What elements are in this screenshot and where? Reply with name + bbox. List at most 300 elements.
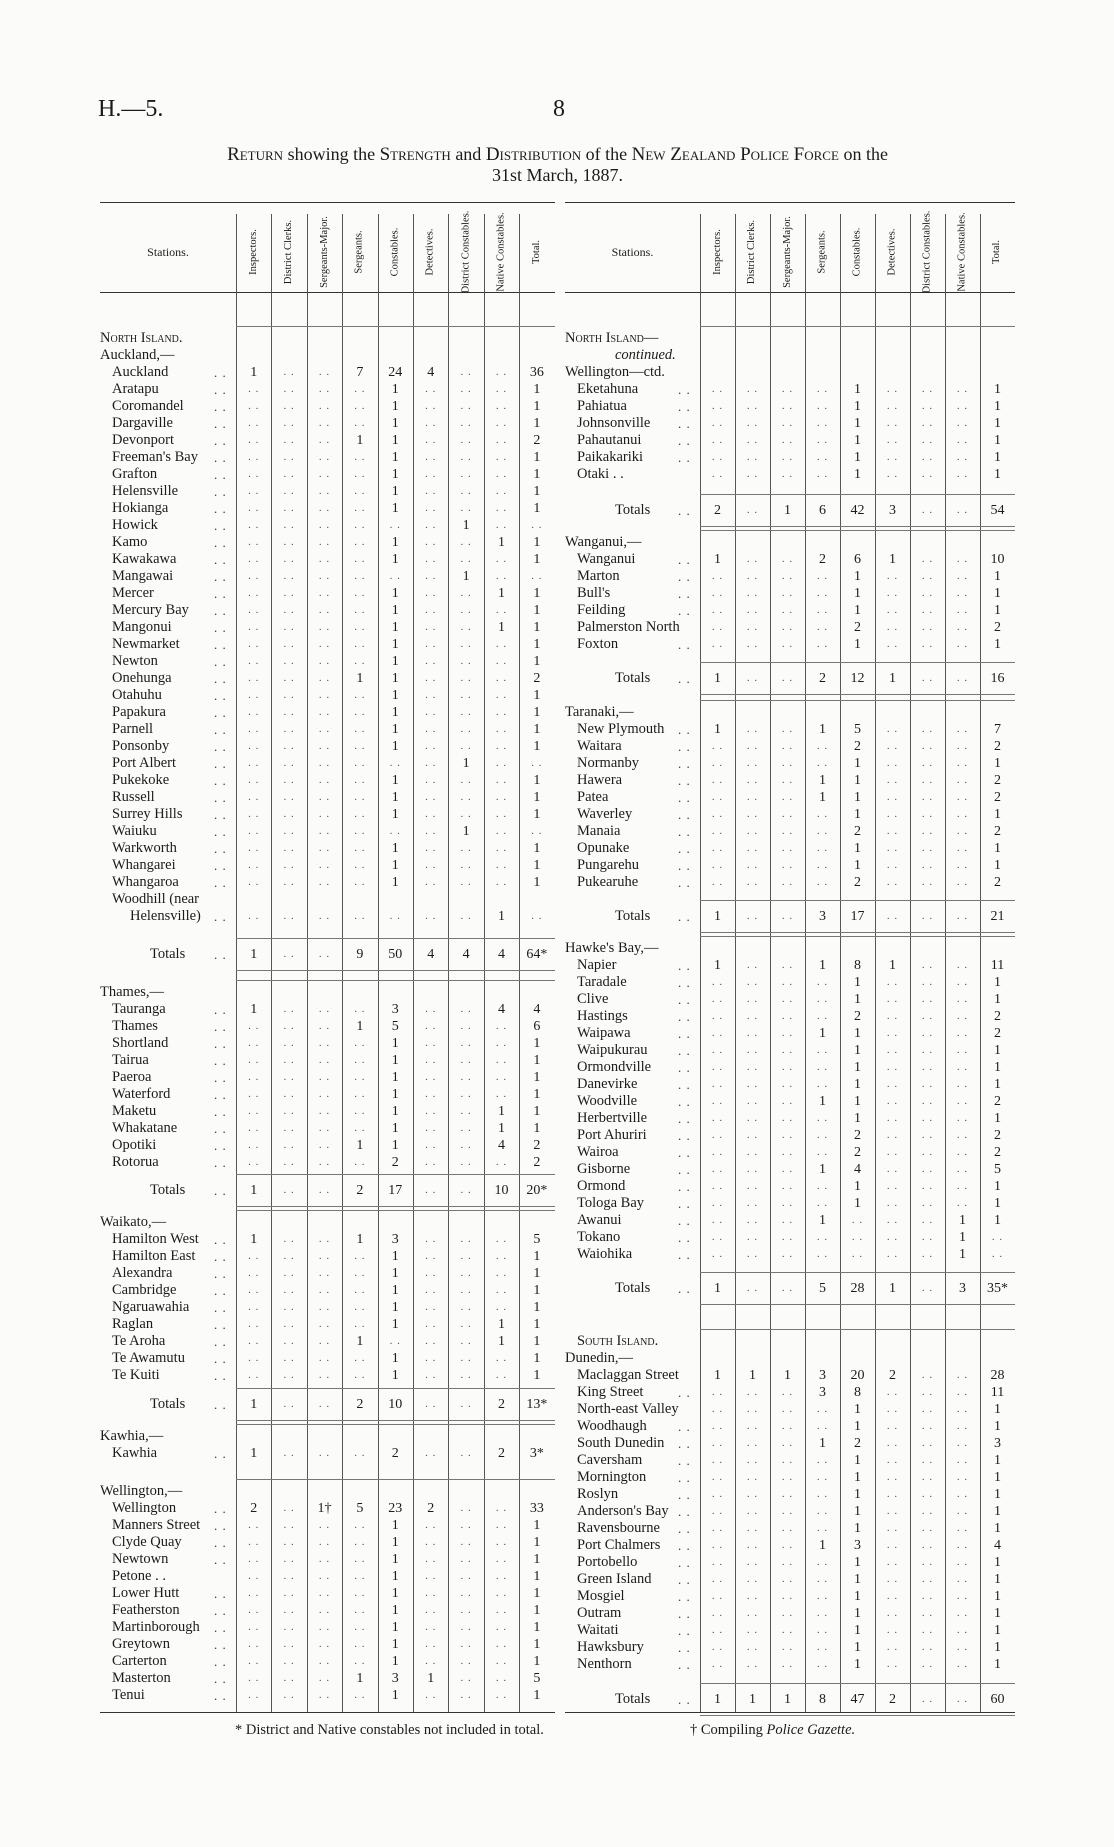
cell-value: 1: [356, 1671, 364, 1686]
station-name: Port Chalmers: [577, 1537, 661, 1553]
leader-dots: . .: [678, 1247, 691, 1262]
table-row: [565, 398, 1015, 415]
cell-value: . .: [283, 1502, 295, 1514]
cell-value: . .: [781, 1658, 794, 1670]
cell-value: . .: [711, 1248, 724, 1260]
cell-value: 36: [529, 365, 544, 380]
cell-value: 1: [250, 365, 258, 380]
cell-value: 1: [462, 569, 470, 584]
cell-value: . .: [460, 1621, 472, 1633]
cell-value: 8: [854, 1385, 861, 1400]
station-name: Manaia: [577, 823, 621, 839]
cell-value: . .: [956, 383, 969, 395]
cell-value: . .: [283, 1284, 295, 1296]
table-row: [100, 1120, 555, 1137]
column-header-label: Inspectors.: [247, 229, 259, 275]
cell-value: 12: [850, 671, 865, 686]
cell-value: 1: [889, 671, 896, 686]
cell-value: . .: [318, 383, 331, 395]
cell-value: 3: [994, 1436, 1001, 1451]
cell-value: . .: [354, 1655, 366, 1667]
cell-value: 2: [994, 1128, 1001, 1143]
cell-value: 1: [994, 992, 1001, 1007]
table-row: [565, 1212, 1015, 1229]
cell-value: 33: [529, 1501, 544, 1516]
cell-value: . .: [425, 1054, 437, 1066]
cell-value: . .: [283, 1655, 295, 1667]
cell-value: . .: [460, 1335, 472, 1347]
title-word: Distribution: [485, 144, 582, 165]
cell-value: . .: [781, 859, 794, 871]
cell-value: 1: [819, 1026, 826, 1041]
cell-value: . .: [746, 1658, 759, 1670]
totals-row: [565, 1691, 1015, 1708]
cell-value: 1: [391, 620, 399, 635]
cell-value: . .: [711, 1027, 724, 1039]
cell-value: . .: [318, 621, 331, 633]
cell-value: 2: [854, 824, 861, 839]
cell-value: . .: [495, 808, 508, 820]
cell-value: . .: [495, 1301, 508, 1313]
cell-value: . .: [460, 1536, 472, 1548]
cell-value: . .: [781, 1556, 794, 1568]
cell-value: . .: [746, 383, 759, 395]
table-row: [565, 1042, 1015, 1059]
cell-value: 1: [391, 671, 399, 686]
cell-value: . .: [248, 638, 260, 650]
cell-value: . .: [354, 910, 366, 922]
cell-value: . .: [248, 1536, 260, 1548]
cell-value: . .: [460, 451, 472, 463]
cell-value: . .: [886, 1522, 899, 1534]
cell-value: 1: [497, 586, 505, 601]
cell-value: . .: [711, 1454, 724, 1466]
table-row: [565, 772, 1015, 789]
leader-dots: . .: [214, 382, 227, 397]
station-name: Helensville: [112, 483, 179, 499]
table-row: [565, 466, 1015, 483]
table-row: [100, 1517, 555, 1534]
cell-value: . .: [460, 553, 472, 565]
cell-value: . .: [886, 400, 899, 412]
cell-value: . .: [956, 604, 969, 616]
cell-value: 1: [391, 552, 399, 567]
cell-value: 2: [994, 1009, 1001, 1024]
cell-value: . .: [495, 570, 508, 582]
leader-dots: . .: [214, 637, 227, 652]
cell-value: . .: [956, 774, 969, 786]
cell-value: . .: [746, 1044, 759, 1056]
cell-value: . .: [460, 1105, 472, 1117]
cell-value: . .: [354, 774, 366, 786]
cell-value: . .: [886, 1010, 899, 1022]
cell-value: . .: [495, 1088, 508, 1100]
station-name: Waipukurau: [577, 1042, 648, 1058]
title-word: of the: [581, 144, 632, 164]
cell-value: . .: [354, 468, 366, 480]
cell-value: . .: [248, 502, 260, 514]
cell-value: . .: [921, 1624, 934, 1636]
cell-value: 1: [994, 807, 1001, 822]
cell-value: . .: [318, 1105, 331, 1117]
cell-value: . .: [283, 1352, 295, 1364]
leader-dots: . .: [678, 756, 691, 771]
column-header: [910, 210, 945, 294]
cell-value: . .: [886, 740, 899, 752]
cell-value: 8: [819, 1692, 826, 1707]
station-name: Eketahuna: [577, 381, 639, 397]
cell-value: . .: [956, 1488, 969, 1500]
cell-value: . .: [460, 740, 472, 752]
cell-value: 2: [391, 1155, 399, 1170]
cell-value: . .: [495, 689, 508, 701]
table-row: [100, 704, 555, 721]
station-name: Raglan: [112, 1316, 154, 1332]
column-header-label: Native Constables.: [495, 212, 507, 292]
leader-dots: . .: [214, 569, 227, 584]
cell-value: . .: [781, 993, 794, 1005]
cell-value: . .: [921, 1454, 934, 1466]
cell-value: . .: [956, 723, 969, 735]
leader-dots: . .: [214, 1368, 227, 1383]
leader-dots: . .: [678, 1009, 691, 1024]
cell-value: . .: [425, 791, 437, 803]
cell-value: . .: [921, 1539, 934, 1551]
cell-value: . .: [354, 723, 366, 735]
cell-value: 3: [819, 1368, 826, 1383]
table-row: [565, 957, 1015, 974]
cell-value: . .: [956, 504, 969, 516]
cell-value: . .: [921, 1420, 934, 1432]
cell-value: 2: [391, 1446, 399, 1461]
cell-value: 2: [714, 503, 721, 518]
cell-value: 2: [994, 1026, 1001, 1041]
cell-value: . .: [354, 1267, 366, 1279]
cell-value: . .: [283, 1020, 295, 1032]
cell-value: . .: [425, 1570, 437, 1582]
table-row: [565, 1384, 1015, 1401]
station-name: Maclaggan Street: [577, 1367, 679, 1383]
footnote-text: † Compiling: [690, 1722, 767, 1738]
cell-value: . .: [711, 400, 724, 412]
cell-value: . .: [495, 740, 508, 752]
station-name: Napier: [577, 957, 617, 973]
cell-value: . .: [283, 1621, 295, 1633]
column-header-label: Total.: [991, 239, 1003, 265]
leader-dots: . .: [214, 688, 227, 703]
table-row: [100, 1687, 555, 1704]
group-heading-row: [100, 330, 555, 347]
leader-dots: . .: [678, 1060, 691, 1075]
cell-value: . .: [425, 553, 437, 565]
cell-value: . .: [495, 655, 508, 667]
cell-value: 1: [994, 756, 1001, 771]
cell-value: . .: [248, 1352, 260, 1364]
cell-value: . .: [816, 451, 829, 463]
cell-value: 1: [819, 958, 826, 973]
cell-value: 1: [994, 1589, 1001, 1604]
leader-dots: . .: [678, 722, 691, 737]
cell-value: . .: [746, 1607, 759, 1619]
column-header-label: Inspectors.: [711, 229, 723, 275]
cell-value: . .: [318, 1553, 331, 1565]
cell-value: . .: [283, 910, 295, 922]
cell-value: . .: [425, 1621, 437, 1633]
cell-value: . .: [956, 808, 969, 820]
totals-divider: [236, 1174, 555, 1175]
cell-value: . .: [354, 570, 366, 582]
leader-dots: . .: [214, 1249, 227, 1264]
cell-value: 1: [391, 1620, 399, 1635]
cell-value: . .: [816, 1454, 829, 1466]
cell-value: 1: [854, 382, 861, 397]
cell-value: 1: [854, 637, 861, 652]
station-name: Clyde Quay: [112, 1534, 182, 1550]
cell-value: . .: [746, 723, 759, 735]
cell-value: . .: [956, 1590, 969, 1602]
leader-dots: . .: [678, 1094, 691, 1109]
cell-value: . .: [711, 842, 724, 854]
leader-dots: . .: [214, 739, 227, 754]
cell-value: . .: [425, 1519, 437, 1531]
cell-value: . .: [318, 1233, 331, 1245]
cell-value: . .: [460, 1301, 472, 1313]
section-divider: [700, 530, 1015, 531]
cell-value: 1: [819, 1162, 826, 1177]
cell-value: 1: [994, 1077, 1001, 1092]
cell-value: 1: [391, 501, 399, 516]
column-header: [735, 214, 770, 290]
cell-value: . .: [781, 1488, 794, 1500]
leader-dots: . .: [678, 1077, 691, 1092]
station-name: Carterton: [112, 1653, 167, 1669]
cell-value: 2: [854, 739, 861, 754]
column-header-label: Stations.: [147, 245, 189, 259]
cell-value: . .: [956, 1197, 969, 1209]
station-name: Portobello: [577, 1554, 638, 1570]
cell-value: . .: [460, 808, 472, 820]
cell-value: . .: [425, 1352, 437, 1364]
cell-value: . .: [746, 1386, 759, 1398]
cell-value: . .: [746, 621, 759, 633]
cell-value: . .: [354, 400, 366, 412]
cell-value: 4: [854, 1162, 861, 1177]
cell-value: . .: [354, 706, 366, 718]
cell-value: . .: [711, 1556, 724, 1568]
cell-value: 2: [250, 1501, 258, 1516]
cell-value: . .: [956, 876, 969, 888]
cell-value: . .: [283, 1536, 295, 1548]
cell-value: 2: [356, 1183, 364, 1198]
station-name: Helensville): [130, 908, 201, 924]
cell-value: . .: [354, 1369, 366, 1381]
cell-value: 50: [388, 947, 403, 962]
cell-value: . .: [318, 570, 331, 582]
cell-value: . .: [921, 1386, 934, 1398]
cell-value: . .: [283, 1250, 295, 1262]
cell-value: . .: [248, 383, 260, 395]
cell-value: . .: [921, 808, 934, 820]
leader-dots: . .: [214, 1637, 227, 1652]
cell-value: 1: [391, 1552, 399, 1567]
station-name: South Island.: [577, 1333, 659, 1349]
cell-value: . .: [711, 1658, 724, 1670]
cell-value: . .: [318, 1184, 331, 1196]
cell-value: . .: [354, 1570, 366, 1582]
cell-value: 28: [850, 1281, 865, 1296]
leader-dots: . .: [214, 1283, 227, 1298]
cell-value: . .: [991, 1248, 1004, 1260]
cell-value: 1: [994, 1606, 1001, 1621]
cell-value: . .: [816, 1146, 829, 1158]
cell-value: . .: [711, 791, 724, 803]
section-divider: [236, 1210, 555, 1211]
cell-value: . .: [711, 1488, 724, 1500]
cell-value: 1: [391, 535, 399, 550]
cell-value: 1: [533, 382, 541, 397]
station-name: Hamilton East: [112, 1248, 196, 1264]
station-name: Hastings: [577, 1008, 628, 1024]
cell-value: 5: [854, 722, 861, 737]
cell-value: . .: [781, 1146, 794, 1158]
totals-divider: [700, 526, 1015, 527]
cell-value: . .: [921, 570, 934, 582]
cell-value: . .: [921, 959, 934, 971]
cell-value: . .: [886, 808, 899, 820]
cell-value: 4: [427, 365, 435, 380]
station-name: Pukearuhe: [577, 874, 639, 890]
cell-value: . .: [425, 876, 437, 888]
cell-value: . .: [816, 1044, 829, 1056]
leader-dots: . .: [214, 1446, 227, 1461]
cell-value: 1: [533, 1334, 541, 1349]
cell-value: . .: [354, 1536, 366, 1548]
cell-value: . .: [781, 1454, 794, 1466]
column-header-label: District Constables.: [460, 210, 472, 294]
cell-value: 1: [533, 399, 541, 414]
cell-value: 21: [990, 909, 1005, 924]
cell-value: 1: [497, 1334, 505, 1349]
cell-value: 1: [994, 382, 1001, 397]
column-header-label: Constables.: [851, 227, 863, 277]
totals-row: [565, 502, 1015, 519]
leader-dots: . .: [678, 1111, 691, 1126]
cell-value: 5: [356, 1501, 364, 1516]
leader-dots: . .: [214, 433, 227, 448]
cell-value: . .: [425, 859, 437, 871]
cell-value: 1: [994, 1657, 1001, 1672]
cell-value: 1: [854, 1060, 861, 1075]
cell-value: . .: [746, 1061, 759, 1073]
station-name: Hawke's Bay,—: [565, 940, 659, 956]
station-name: Waverley: [577, 806, 633, 822]
cell-value: . .: [781, 1522, 794, 1534]
cell-value: . .: [956, 1095, 969, 1107]
cell-value: . .: [318, 553, 331, 565]
section-divider: [236, 1479, 555, 1480]
cell-value: . .: [283, 1003, 295, 1015]
cell-value: . .: [460, 1447, 472, 1459]
cell-value: . .: [425, 1318, 437, 1330]
leader-dots: . .: [678, 382, 691, 397]
station-name: Feilding: [577, 602, 626, 618]
cell-value: 1: [959, 1247, 966, 1262]
cell-value: . .: [921, 504, 934, 516]
cell-value: . .: [886, 859, 899, 871]
leader-dots: . .: [214, 484, 227, 499]
cell-value: . .: [816, 1556, 829, 1568]
cell-value: 1: [854, 399, 861, 414]
station-name: Russell: [112, 789, 155, 805]
cell-value: 1: [391, 773, 399, 788]
cell-value: 1: [819, 773, 826, 788]
cell-value: 2: [819, 671, 826, 686]
cell-value: 1: [854, 1623, 861, 1638]
station-name: Wellington: [112, 1500, 177, 1516]
cell-value: . .: [956, 1180, 969, 1192]
cell-value: . .: [425, 1398, 437, 1410]
table-row: [100, 738, 555, 755]
table-row: [100, 381, 555, 398]
table-row: [565, 789, 1015, 806]
cell-value: . .: [460, 842, 472, 854]
cell-value: . .: [921, 842, 934, 854]
column-header: [700, 214, 735, 290]
station-name: North-east Valley: [577, 1401, 679, 1417]
cell-value: 1: [533, 450, 541, 465]
cell-value: . .: [886, 1454, 899, 1466]
column-header-stations: [565, 214, 700, 290]
station-name: Green Island: [577, 1571, 652, 1587]
cell-value: 1: [391, 382, 399, 397]
station-name: Tologa Bay: [577, 1195, 645, 1211]
cell-value: . .: [886, 1078, 899, 1090]
cell-value: . .: [886, 1248, 899, 1260]
cell-value: . .: [816, 604, 829, 616]
column-header: [378, 214, 413, 290]
table-row: [565, 1059, 1015, 1076]
cell-value: . .: [921, 638, 934, 650]
cell-value: 1: [819, 1436, 826, 1451]
cell-value: . .: [495, 1071, 508, 1083]
table-row: [565, 1161, 1015, 1178]
cell-value: . .: [248, 1672, 260, 1684]
table-row: [100, 466, 555, 483]
cell-value: 1: [749, 1368, 756, 1383]
station-name: Papakura: [112, 704, 166, 720]
station-name: Woodville: [577, 1093, 638, 1109]
cell-value: 1: [533, 1518, 541, 1533]
cell-value: 1: [356, 1334, 364, 1349]
leader-dots: . .: [678, 1487, 691, 1502]
cell-value: 47: [850, 1692, 865, 1707]
cell-value: . .: [746, 1641, 759, 1653]
cell-value: . .: [746, 993, 759, 1005]
cell-value: . .: [746, 1590, 759, 1602]
table-row: [565, 381, 1015, 398]
cell-value: . .: [354, 604, 366, 616]
cell-value: . .: [746, 1231, 759, 1243]
cell-value: . .: [746, 1556, 759, 1568]
cell-value: 1: [497, 1317, 505, 1332]
cell-value: . .: [283, 1570, 295, 1582]
cell-value: . .: [318, 740, 331, 752]
cell-value: . .: [354, 451, 366, 463]
leader-dots: . .: [678, 1521, 691, 1536]
table-row: [565, 1401, 1015, 1418]
cell-value: . .: [711, 1420, 724, 1432]
cell-value: 5: [994, 1162, 1001, 1177]
